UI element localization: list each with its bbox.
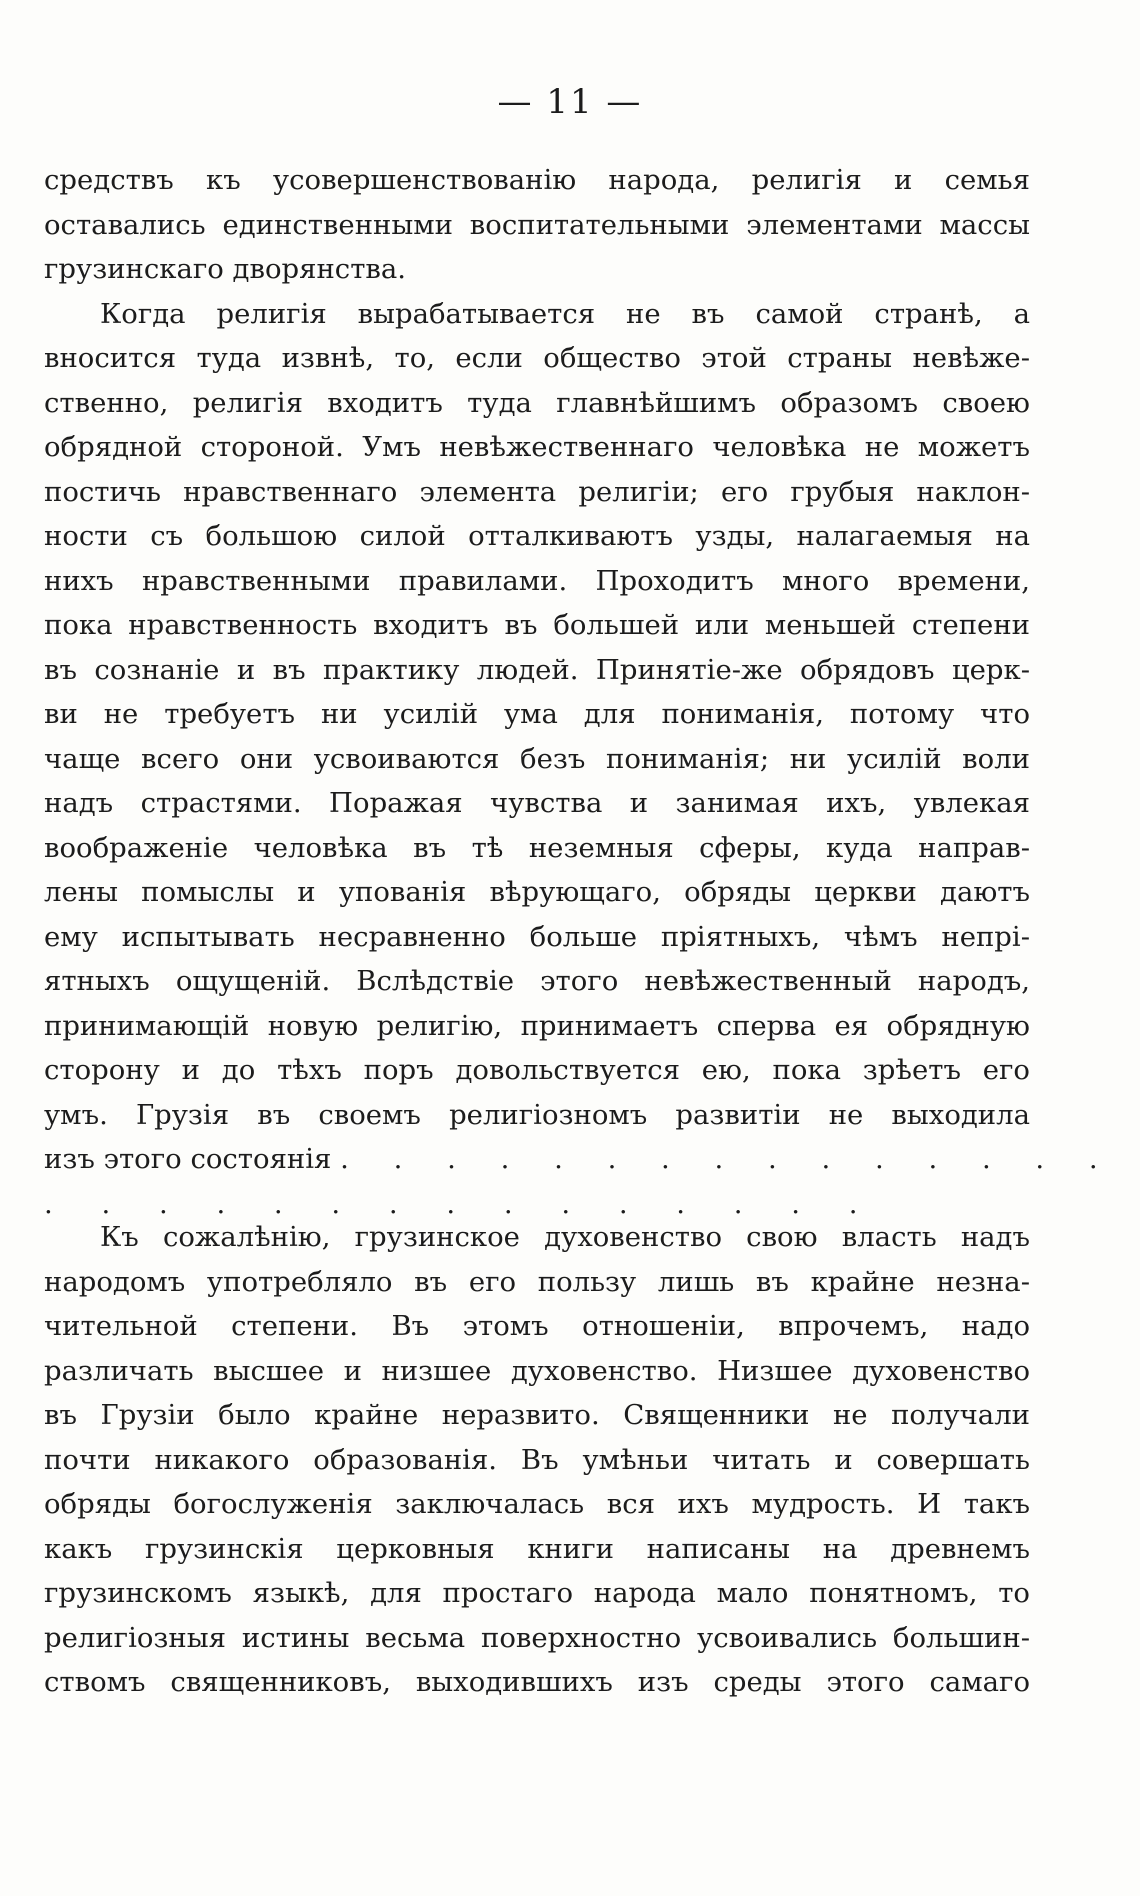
text-line: ви не требуетъ ни усилій ума для пониманія, потому что: [44, 698, 1030, 730]
text-line: религіозныя истины весьма поверхностно усвоивались большин-: [44, 1621, 1030, 1654]
text-line: народомъ употребляло въ его пользу лишь въ крайне незна-: [44, 1265, 1030, 1298]
text-line: въ сознаніе и въ практику людей. Принятіе-же обрядовъ церк-: [44, 653, 1030, 686]
text-line: обряды богослуженія заключалась вся ихъ мудрость. И такъ: [44, 1488, 1030, 1520]
text-line: грузинскаго дворянства.: [44, 253, 407, 285]
text-line-with-ellipsis: [44, 1137, 1116, 1182]
text-line: вносится туда извнѣ, то, если общество этой страны невѣже-: [44, 342, 1030, 374]
text-block-lower: [44, 1215, 1030, 1705]
text-line: воображеніе человѣка въ тѣ неземныя сферы, куда направ-: [44, 831, 1030, 864]
text-line: нихъ нравственными правилами. Проходитъ много времени,: [44, 564, 1030, 597]
text-line: надъ страстями. Поражая чувства и занимая ихъ, увлекая: [44, 787, 1030, 819]
ellipsis-dots-row: . . . . . . . . . . . . . . .: [44, 1187, 878, 1220]
text-line: ятныхъ ощущеній. Вслѣдствіе этого невѣжественный народъ,: [44, 965, 1030, 997]
text-line: обрядной стороной. Умъ невѣжественнаго человѣка не можетъ: [44, 431, 1030, 463]
text-line: грузинскомъ языкѣ, для простаго народа мало понятномъ, то: [44, 1577, 1030, 1609]
text-line: умъ. Грузія въ своемъ религіозномъ развитіи не выходила: [44, 1098, 1030, 1131]
ellipsis-dots: . . . . . . . . . . . . . . .: [340, 1143, 1116, 1175]
text-line: средствъ къ усовершенствованію народа, религія и семья: [44, 164, 1030, 196]
text-line: ности съ большою силой отталкиваютъ узды, налагаемыя на: [44, 520, 1030, 552]
text-line: сторону и до тѣхъ поръ довольствуется ею, пока зрѣетъ его: [44, 1054, 1030, 1086]
text-line: пока нравственность входитъ въ большей или меньшей степени: [44, 609, 1030, 641]
text-line: какъ грузинскія церковныя книги написаны на древнемъ: [44, 1532, 1030, 1565]
page-number: — 11 —: [497, 82, 643, 122]
paragraph-start-line: Когда религія вырабатывается не въ самой странѣ, а: [100, 297, 1030, 330]
text-line: ему испытывать несравненно больше пріятныхъ, чѣмъ непрі-: [44, 920, 1030, 953]
text-line: постичь нравственнаго элемента религіи; его грубыя наклон-: [44, 475, 1030, 508]
text-line: принимающій новую религію, принимаетъ сперва ея обрядную: [44, 1009, 1030, 1042]
text-line: въ Грузіи было крайне неразвито. Священники не получали: [44, 1399, 1030, 1431]
text-line: оставались единственными воспитательными элементами массы: [44, 208, 1030, 241]
text-line: лены помыслы и упованія вѣрующаго, обряды церкви даютъ: [44, 876, 1030, 908]
text-block-upper: [44, 158, 1116, 1226]
text-line: различать высшее и низшее духовенство. Низшее духовенство: [44, 1354, 1030, 1387]
text-line: чаще всего они усвоиваются безъ пониманія; ни усилій воли: [44, 742, 1030, 775]
paragraph-start-line: Къ сожалѣнію, грузинское духовенство свою власть надъ: [100, 1221, 1030, 1253]
text-line: ственно, религія входитъ туда главнѣйшимъ образомъ своею: [44, 386, 1030, 419]
text-line: ствомъ священниковъ, выходившихъ изъ среды этого самаго: [44, 1666, 1030, 1698]
text-line-end: изъ этого состоянія: [44, 1143, 332, 1175]
text-line: почти никакого образованія. Въ умѣньи читать и совершать: [44, 1443, 1030, 1476]
text-line: чительной степени. Въ этомъ отношеніи, впрочемъ, надо: [44, 1310, 1030, 1342]
